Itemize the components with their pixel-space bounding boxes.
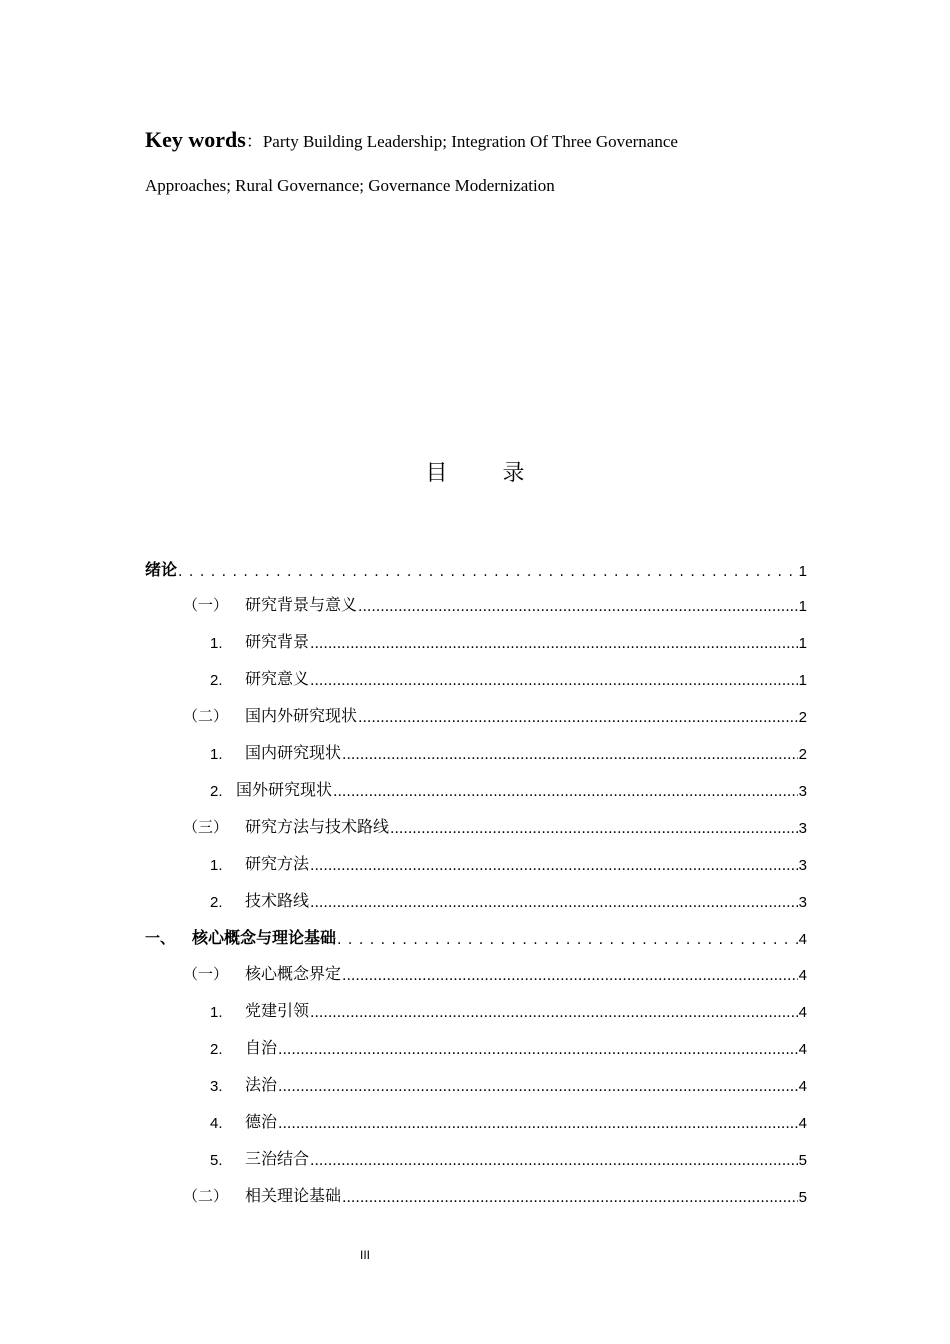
toc-entry-number: 1. (210, 1004, 223, 1021)
toc-entry-page: 3 (798, 894, 807, 911)
toc-entry-page: 4 (798, 1115, 807, 1132)
toc-entry-text: 核心概念与理论基础 (192, 928, 337, 947)
toc-entry-page: 4 (798, 1004, 807, 1021)
toc-entry-page: 2 (798, 746, 807, 763)
toc-entry-number: （一） (183, 965, 229, 983)
toc-entry[interactable] (210, 1108, 807, 1132)
toc-entry[interactable] (210, 628, 807, 652)
toc-entry-page: 3 (798, 783, 807, 800)
toc-entry-page: 5 (798, 1152, 807, 1169)
toc-entry[interactable] (210, 850, 807, 874)
toc-entry-number: 3. (210, 1078, 223, 1095)
toc-leader-dots (358, 710, 798, 726)
toc-entry-number: （一） (183, 596, 229, 614)
toc-leader-dots (278, 1116, 798, 1132)
toc-entry-page: 3 (798, 820, 807, 837)
toc-entry-number: 2. (210, 1041, 223, 1058)
toc-entry-page: 4 (798, 967, 807, 984)
keywords-block (145, 124, 805, 195)
keywords-text-1: Party Building Leadership; Integration Of Three Governance (262, 132, 678, 151)
toc-entry[interactable] (183, 591, 807, 615)
toc-entry[interactable] (210, 776, 807, 800)
toc-entry[interactable] (183, 960, 807, 984)
toc-entry[interactable] (183, 702, 807, 726)
toc-leader-dots (178, 564, 798, 580)
toc-entry-number: 1. (210, 635, 223, 652)
toc-entry-number: （二） (183, 707, 229, 725)
toc-entry-text: 技术路线 (245, 891, 310, 910)
toc-leader-dots (342, 1190, 798, 1206)
toc-entry-number: （三） (183, 818, 229, 836)
toc-entry-page: 3 (798, 857, 807, 874)
toc-entry-page: 1 (798, 563, 807, 580)
toc-entry[interactable] (183, 813, 807, 837)
toc-entry[interactable] (210, 1071, 807, 1095)
toc-leader-dots (337, 932, 798, 948)
toc-entry-number: 2. (210, 894, 223, 911)
toc-entry-number: 2. (210, 672, 223, 689)
toc-leader-dots (390, 821, 798, 837)
toc-entry-text: 研究方法 (245, 854, 310, 873)
toc-leader-dots (342, 747, 798, 763)
toc-entry-text: 国内研究现状 (245, 743, 342, 762)
toc-entry-text: 自治 (245, 1038, 278, 1057)
toc-entry-number: （二） (183, 1187, 229, 1205)
toc-entry-number: 1. (210, 746, 223, 763)
toc-entry-number: 一、 (145, 930, 176, 947)
toc-entry-number: 2. (210, 783, 223, 800)
toc-entry-text: 党建引领 (245, 1001, 310, 1020)
toc-leader-dots (278, 1079, 798, 1095)
toc-entry-text: 国内外研究现状 (245, 706, 358, 725)
toc-leader-dots (333, 784, 798, 800)
toc-entry-text: 相关理论基础 (245, 1186, 342, 1205)
toc-leader-dots (358, 599, 798, 615)
toc-entry[interactable] (210, 887, 807, 911)
toc-leader-dots (342, 968, 798, 984)
page-number: III (360, 1248, 371, 1262)
toc-entry-text: 研究背景与意义 (245, 595, 358, 614)
toc-leader-dots (310, 1153, 798, 1169)
toc-entry-number: 4. (210, 1115, 223, 1132)
toc-entry-page: 4 (798, 1078, 807, 1095)
toc-entry-page: 4 (798, 1041, 807, 1058)
toc-leader-dots (310, 636, 798, 652)
toc-entry[interactable] (210, 665, 807, 689)
keywords-line-1 (145, 124, 805, 158)
toc-entry-introduction[interactable] (145, 556, 807, 580)
keywords-line-2: Approaches; Rural Governance; Governance Modernization (145, 176, 555, 195)
toc-entry[interactable] (210, 997, 807, 1021)
toc-entry-page: 4 (798, 931, 807, 948)
toc-leader-dots (310, 673, 798, 689)
toc-entry-text: 国外研究现状 (236, 780, 333, 799)
toc-entry-text: 研究背景 (245, 632, 310, 651)
toc-entry-page: 1 (798, 598, 807, 615)
toc-entry-page: 1 (798, 635, 807, 652)
toc-entry-chapter-1[interactable] (145, 924, 807, 948)
toc-entry-text: 研究方法与技术路线 (245, 817, 390, 836)
toc-entry[interactable] (210, 1034, 807, 1058)
toc-entry-text: 核心概念界定 (245, 964, 342, 983)
toc-entry-page: 2 (798, 709, 807, 726)
toc-leader-dots (310, 895, 798, 911)
toc-entry-number: 5. (210, 1152, 223, 1169)
toc-title: 目 录 (425, 461, 549, 486)
toc-entry-text: 法治 (245, 1075, 278, 1094)
toc-entry-text: 绪论 (145, 560, 178, 579)
toc-entry-page: 5 (798, 1189, 807, 1206)
toc-leader-dots (278, 1042, 798, 1058)
toc-entry-number: 1. (210, 857, 223, 874)
toc-entry[interactable] (210, 1145, 807, 1169)
toc-entry[interactable] (183, 1182, 807, 1206)
toc-entry[interactable] (210, 739, 807, 763)
keywords-label: Key words (145, 127, 246, 152)
keywords-separator: ： (245, 132, 263, 151)
toc-entry-text: 研究意义 (245, 669, 310, 688)
toc-leader-dots (310, 1005, 798, 1021)
toc-entry-page: 1 (798, 672, 807, 689)
toc-leader-dots (310, 858, 798, 874)
toc-entry-text: 德治 (245, 1112, 278, 1131)
toc-entry-text: 三治结合 (245, 1149, 310, 1168)
